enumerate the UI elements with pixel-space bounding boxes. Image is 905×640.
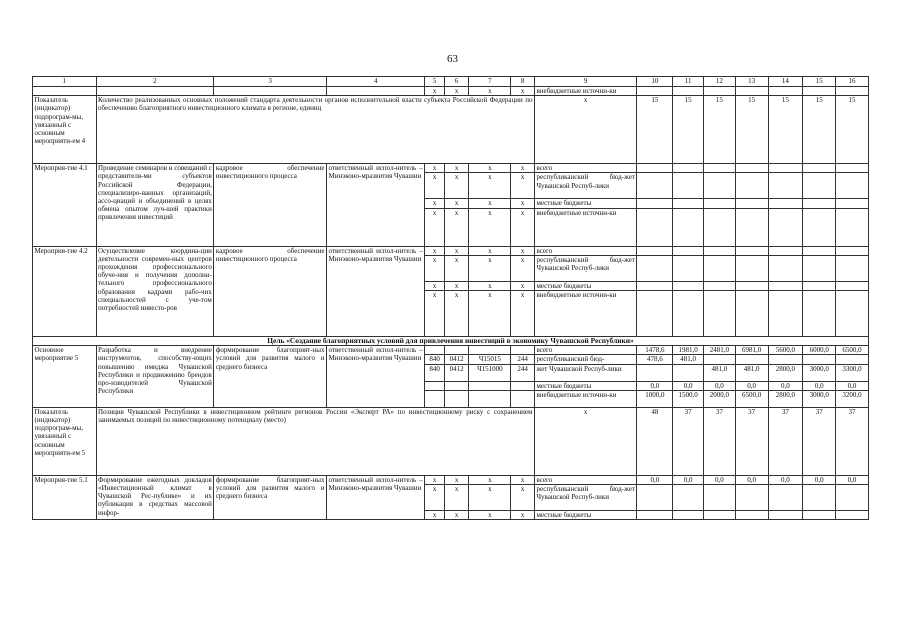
table-cell: x — [469, 87, 511, 96]
table-cell: 37 — [735, 407, 768, 475]
col-num: 6 — [444, 77, 469, 87]
table-cell: 2000,0 — [703, 390, 735, 407]
table-cell: x — [425, 164, 444, 173]
col-num: 16 — [836, 77, 869, 87]
table-cell: 37 — [803, 407, 836, 475]
table-cell: 37 — [703, 407, 735, 475]
row-label: Показатель (индикатор) подпрограм-мы, увязанный с основным мероприяти-ем 5 — [33, 407, 97, 475]
table-cell: x — [511, 291, 535, 337]
table-cell: 37 — [768, 407, 803, 475]
table-cell: 6500,0 — [735, 390, 768, 407]
table-cell: 840 — [425, 355, 444, 364]
table-cell — [836, 355, 869, 364]
measure-executor: ответственный испол-нитель – Минэконо-мразвития Чувашии — [327, 346, 425, 408]
table-cell: 840 — [425, 364, 444, 381]
table-cell: x — [469, 291, 511, 337]
table-cell: x — [444, 246, 469, 255]
table-cell: 3300,0 — [836, 364, 869, 381]
table-cell: 6981,0 — [735, 346, 768, 355]
table-cell: 0,0 — [768, 381, 803, 390]
funding-source: всего — [534, 475, 636, 484]
table-cell: Ч151000 — [469, 364, 511, 381]
col-num: 2 — [96, 77, 214, 87]
table-cell: x — [425, 87, 444, 96]
table-cell: x — [425, 255, 444, 281]
row-label: Показатель (индикатор) подпрограм-мы, увязанный с основным мероприяти-ем 4 — [33, 96, 97, 164]
measure-executor: ответственный испол-нитель – Минэконо-мразвития Чувашии — [327, 246, 425, 336]
table-cell: x — [425, 173, 444, 199]
table-cell: x — [469, 485, 511, 511]
col-num: 15 — [803, 77, 836, 87]
table-cell: 15 — [637, 96, 673, 164]
table-cell: 5600,0 — [768, 346, 803, 355]
table-cell: 0412 — [444, 355, 469, 364]
table-cell: x — [425, 199, 444, 208]
table-row — [33, 246, 869, 255]
measure-executor: ответственный испол-нитель – Минэконо-мразвития Чувашии — [327, 164, 425, 246]
table-cell: x — [511, 281, 535, 290]
table-cell: 0,0 — [768, 475, 803, 484]
measure-goal: формирование благоприят-ных условий для развития малого и среднего бизнеса — [214, 475, 327, 519]
funding-source: всего — [534, 164, 636, 173]
page-number: 63 — [447, 53, 458, 65]
table-cell: x — [511, 199, 535, 208]
table-cell: x — [444, 281, 469, 290]
table-cell: 1981,0 — [673, 346, 704, 355]
table-cell: 481,0 — [673, 355, 704, 364]
measure-goal: формирование благоприят-ных условий для развития малого и среднего бизнеса — [214, 346, 327, 408]
col-num: 13 — [735, 77, 768, 87]
table-cell: 2800,0 — [768, 364, 803, 381]
table-cell: 48 — [637, 407, 673, 475]
table-cell: 37 — [673, 407, 704, 475]
table-cell: 3200,0 — [836, 390, 869, 407]
table-cell: x — [425, 511, 444, 520]
table-cell: 244 — [511, 364, 535, 381]
table-cell: x — [469, 246, 511, 255]
funding-source: внебюджетные источни-ки — [534, 87, 636, 96]
table-cell: 481,0 — [735, 364, 768, 381]
col-num: 3 — [214, 77, 327, 87]
funding-source: местные бюджеты — [534, 281, 636, 290]
funding-source: внебюджетные источни-ки — [534, 291, 636, 337]
table-cell: x — [444, 291, 469, 337]
program-table — [32, 76, 869, 520]
table-cell: x — [511, 164, 535, 173]
row-label: Мероприя-тие 4.1 — [33, 164, 97, 246]
table-cell — [768, 355, 803, 364]
table-cell: x — [511, 511, 535, 520]
measure-goal: кадровое обеспечение инвестиционного процесса — [214, 246, 327, 336]
table-cell: x — [469, 475, 511, 484]
table-cell: 15 — [803, 96, 836, 164]
table-cell: 15 — [703, 96, 735, 164]
table-row — [33, 96, 869, 164]
col-num: 4 — [327, 77, 425, 87]
col-num: 10 — [637, 77, 673, 87]
table-row — [33, 407, 869, 475]
table-cell: x — [444, 511, 469, 520]
table-cell: x — [469, 255, 511, 281]
measure-executor: ответственный испол-нитель – Минэконо-мразвития Чувашии — [327, 475, 425, 519]
table-cell: 1478,6 — [637, 346, 673, 355]
table-cell: x — [534, 407, 636, 475]
table-cell: 37 — [836, 407, 869, 475]
funding-source: внебюджетные источни-ки — [534, 390, 636, 407]
table-cell: x — [534, 96, 636, 164]
table-cell: x — [444, 87, 469, 96]
table-cell: 15 — [673, 96, 704, 164]
col-num: 5 — [425, 77, 444, 87]
table-cell: 0,0 — [735, 475, 768, 484]
table-cell — [703, 355, 735, 364]
table-row — [33, 87, 869, 96]
table-cell: 0,0 — [637, 475, 673, 484]
col-num: 1 — [33, 77, 97, 87]
table-cell: 0,0 — [836, 381, 869, 390]
goal-row — [33, 337, 869, 346]
table-cell: x — [425, 485, 444, 511]
table-cell: x — [425, 291, 444, 337]
table-cell — [673, 364, 704, 381]
measure-name: Формирование ежегодных докладов «Инвестиционный климат в Чувашской Рес-публике» и их публикация в средствах массовой инфор- — [96, 475, 214, 519]
table-cell — [444, 346, 469, 355]
table-cell: x — [425, 208, 444, 246]
table-cell: x — [444, 173, 469, 199]
table-cell: x — [444, 485, 469, 511]
table-cell: x — [444, 475, 469, 484]
table-cell: 6000,0 — [803, 346, 836, 355]
table-cell: 0,0 — [637, 381, 673, 390]
table-cell: x — [469, 511, 511, 520]
funding-source: всего — [534, 246, 636, 255]
col-num: 9 — [534, 77, 636, 87]
funding-source: жет Чувашской Респуб-лики — [534, 364, 636, 381]
table-cell — [469, 381, 511, 390]
col-num: 8 — [511, 77, 535, 87]
table-cell: 0,0 — [703, 475, 735, 484]
table-cell: x — [469, 173, 511, 199]
measure-name: Проведение семинаров и совещаний с представителя-ми субъектов Российской Федерации, специализиро-ванных организаций, ассо-циаций и объединений в целях обмена опытом луч-шей практики привлечения инвестиций — [96, 164, 214, 246]
funding-source: местные бюджеты — [534, 199, 636, 208]
table-cell: 15 — [768, 96, 803, 164]
table-cell: x — [511, 173, 535, 199]
indicator-text: Количество реализованных основных положений стандарта деятельности органов исполнительной власти субъекта Российской Федерации по обеспечению благоприятного инвестиционного климата в регионе, единиц — [96, 96, 534, 164]
table-cell: x — [444, 199, 469, 208]
table-cell — [469, 346, 511, 355]
table-cell: 0,0 — [673, 381, 704, 390]
table-cell — [425, 381, 444, 390]
col-num: 12 — [703, 77, 735, 87]
table-cell: 0,0 — [673, 475, 704, 484]
funding-source: всего — [534, 346, 636, 355]
table-row — [33, 475, 869, 484]
table-cell: x — [511, 246, 535, 255]
table-cell: 1000,0 — [637, 390, 673, 407]
table-cell: x — [425, 475, 444, 484]
funding-source: местные бюджеты — [534, 511, 636, 520]
table-cell — [735, 355, 768, 364]
table-cell: x — [444, 164, 469, 173]
table-cell: 1500,0 — [673, 390, 704, 407]
measure-name: Разработка и внедрение инструментов, способству-ющих повышению имиджа Чувашской Республики и продвижению брендов про-изводителей Чувашской Республики — [96, 346, 214, 408]
table-cell: x — [469, 164, 511, 173]
table-cell: 0,0 — [703, 381, 735, 390]
table-cell: 478,6 — [637, 355, 673, 364]
measure-name: Осуществление координа-ции деятельности современ-ных центров прохождения профессионального обуче-ния и получения дополни-тельного профессионального образования кадрами рабо-чих специальностей с уче-том потребностей инвесто-ров — [96, 246, 214, 336]
table-cell — [444, 381, 469, 390]
col-num: 14 — [768, 77, 803, 87]
table-cell: x — [425, 246, 444, 255]
table-cell — [511, 390, 535, 407]
table-cell: 15 — [836, 96, 869, 164]
goal-heading: Цель «Создание благоприятных условий для привлечения инвестиций в экономику Чувашской Республики» — [33, 337, 869, 346]
table-cell: x — [511, 87, 535, 96]
table-cell: 6500,0 — [836, 346, 869, 355]
table-cell: x — [511, 475, 535, 484]
table-cell — [803, 355, 836, 364]
table-cell: 481,0 — [703, 364, 735, 381]
funding-source: республиканский бюд- — [534, 355, 636, 364]
col-num: 7 — [469, 77, 511, 87]
table-cell: 15 — [735, 96, 768, 164]
col-num: 11 — [673, 77, 704, 87]
table-cell: 3000,0 — [803, 364, 836, 381]
table-cell — [425, 390, 444, 407]
table-cell: 0,0 — [735, 381, 768, 390]
table-cell: x — [469, 208, 511, 246]
table-row — [33, 164, 869, 173]
table-cell — [511, 381, 535, 390]
table-cell: 2481,0 — [703, 346, 735, 355]
table-cell: x — [444, 208, 469, 246]
table-cell: 3000,0 — [803, 390, 836, 407]
table-cell: x — [511, 208, 535, 246]
table-cell: x — [444, 255, 469, 281]
table-cell: x — [511, 255, 535, 281]
table-cell — [511, 346, 535, 355]
table-cell: 0,0 — [803, 381, 836, 390]
indicator-text: Позиция Чувашской Республики в инвестиционном рейтинге регионов России «Эксперт РА» по инвестиционному риску с сохранением занимаемых позиций по инвестиционному потенциалу (место) — [96, 407, 534, 475]
table-cell: 2800,0 — [768, 390, 803, 407]
table-cell: 0,0 — [803, 475, 836, 484]
table-cell — [444, 390, 469, 407]
table-cell — [469, 390, 511, 407]
row-label: Мероприя-тие 5.1 — [33, 475, 97, 519]
funding-source: республиканский бюд-жет Чувашской Респуб-лики — [534, 255, 636, 281]
table-cell: x — [469, 281, 511, 290]
column-numbers-row — [33, 77, 869, 87]
table-cell: x — [511, 485, 535, 511]
table-cell: 0,0 — [836, 475, 869, 484]
funding-source: республиканский бюд-жет Чувашской Респуб-лики — [534, 485, 636, 511]
funding-source: республиканский бюд-жет Чувашской Респуб-лики — [534, 173, 636, 199]
funding-source: местные бюджеты — [534, 381, 636, 390]
table-cell — [425, 346, 444, 355]
table-cell: 0412 — [444, 364, 469, 381]
table-cell: x — [469, 199, 511, 208]
row-label: Основное мероприятие 5 — [33, 346, 97, 408]
table-cell: x — [425, 281, 444, 290]
table-cell: Ч15015 — [469, 355, 511, 364]
table-cell: 244 — [511, 355, 535, 364]
table-cell — [637, 364, 673, 381]
funding-source: внебюджетные источни-ки — [534, 208, 636, 246]
measure-goal: кадровое обеспечение инвестиционного процесса — [214, 164, 327, 246]
row-label: Мероприя-тие 4.2 — [33, 246, 97, 336]
table-row — [33, 346, 869, 355]
